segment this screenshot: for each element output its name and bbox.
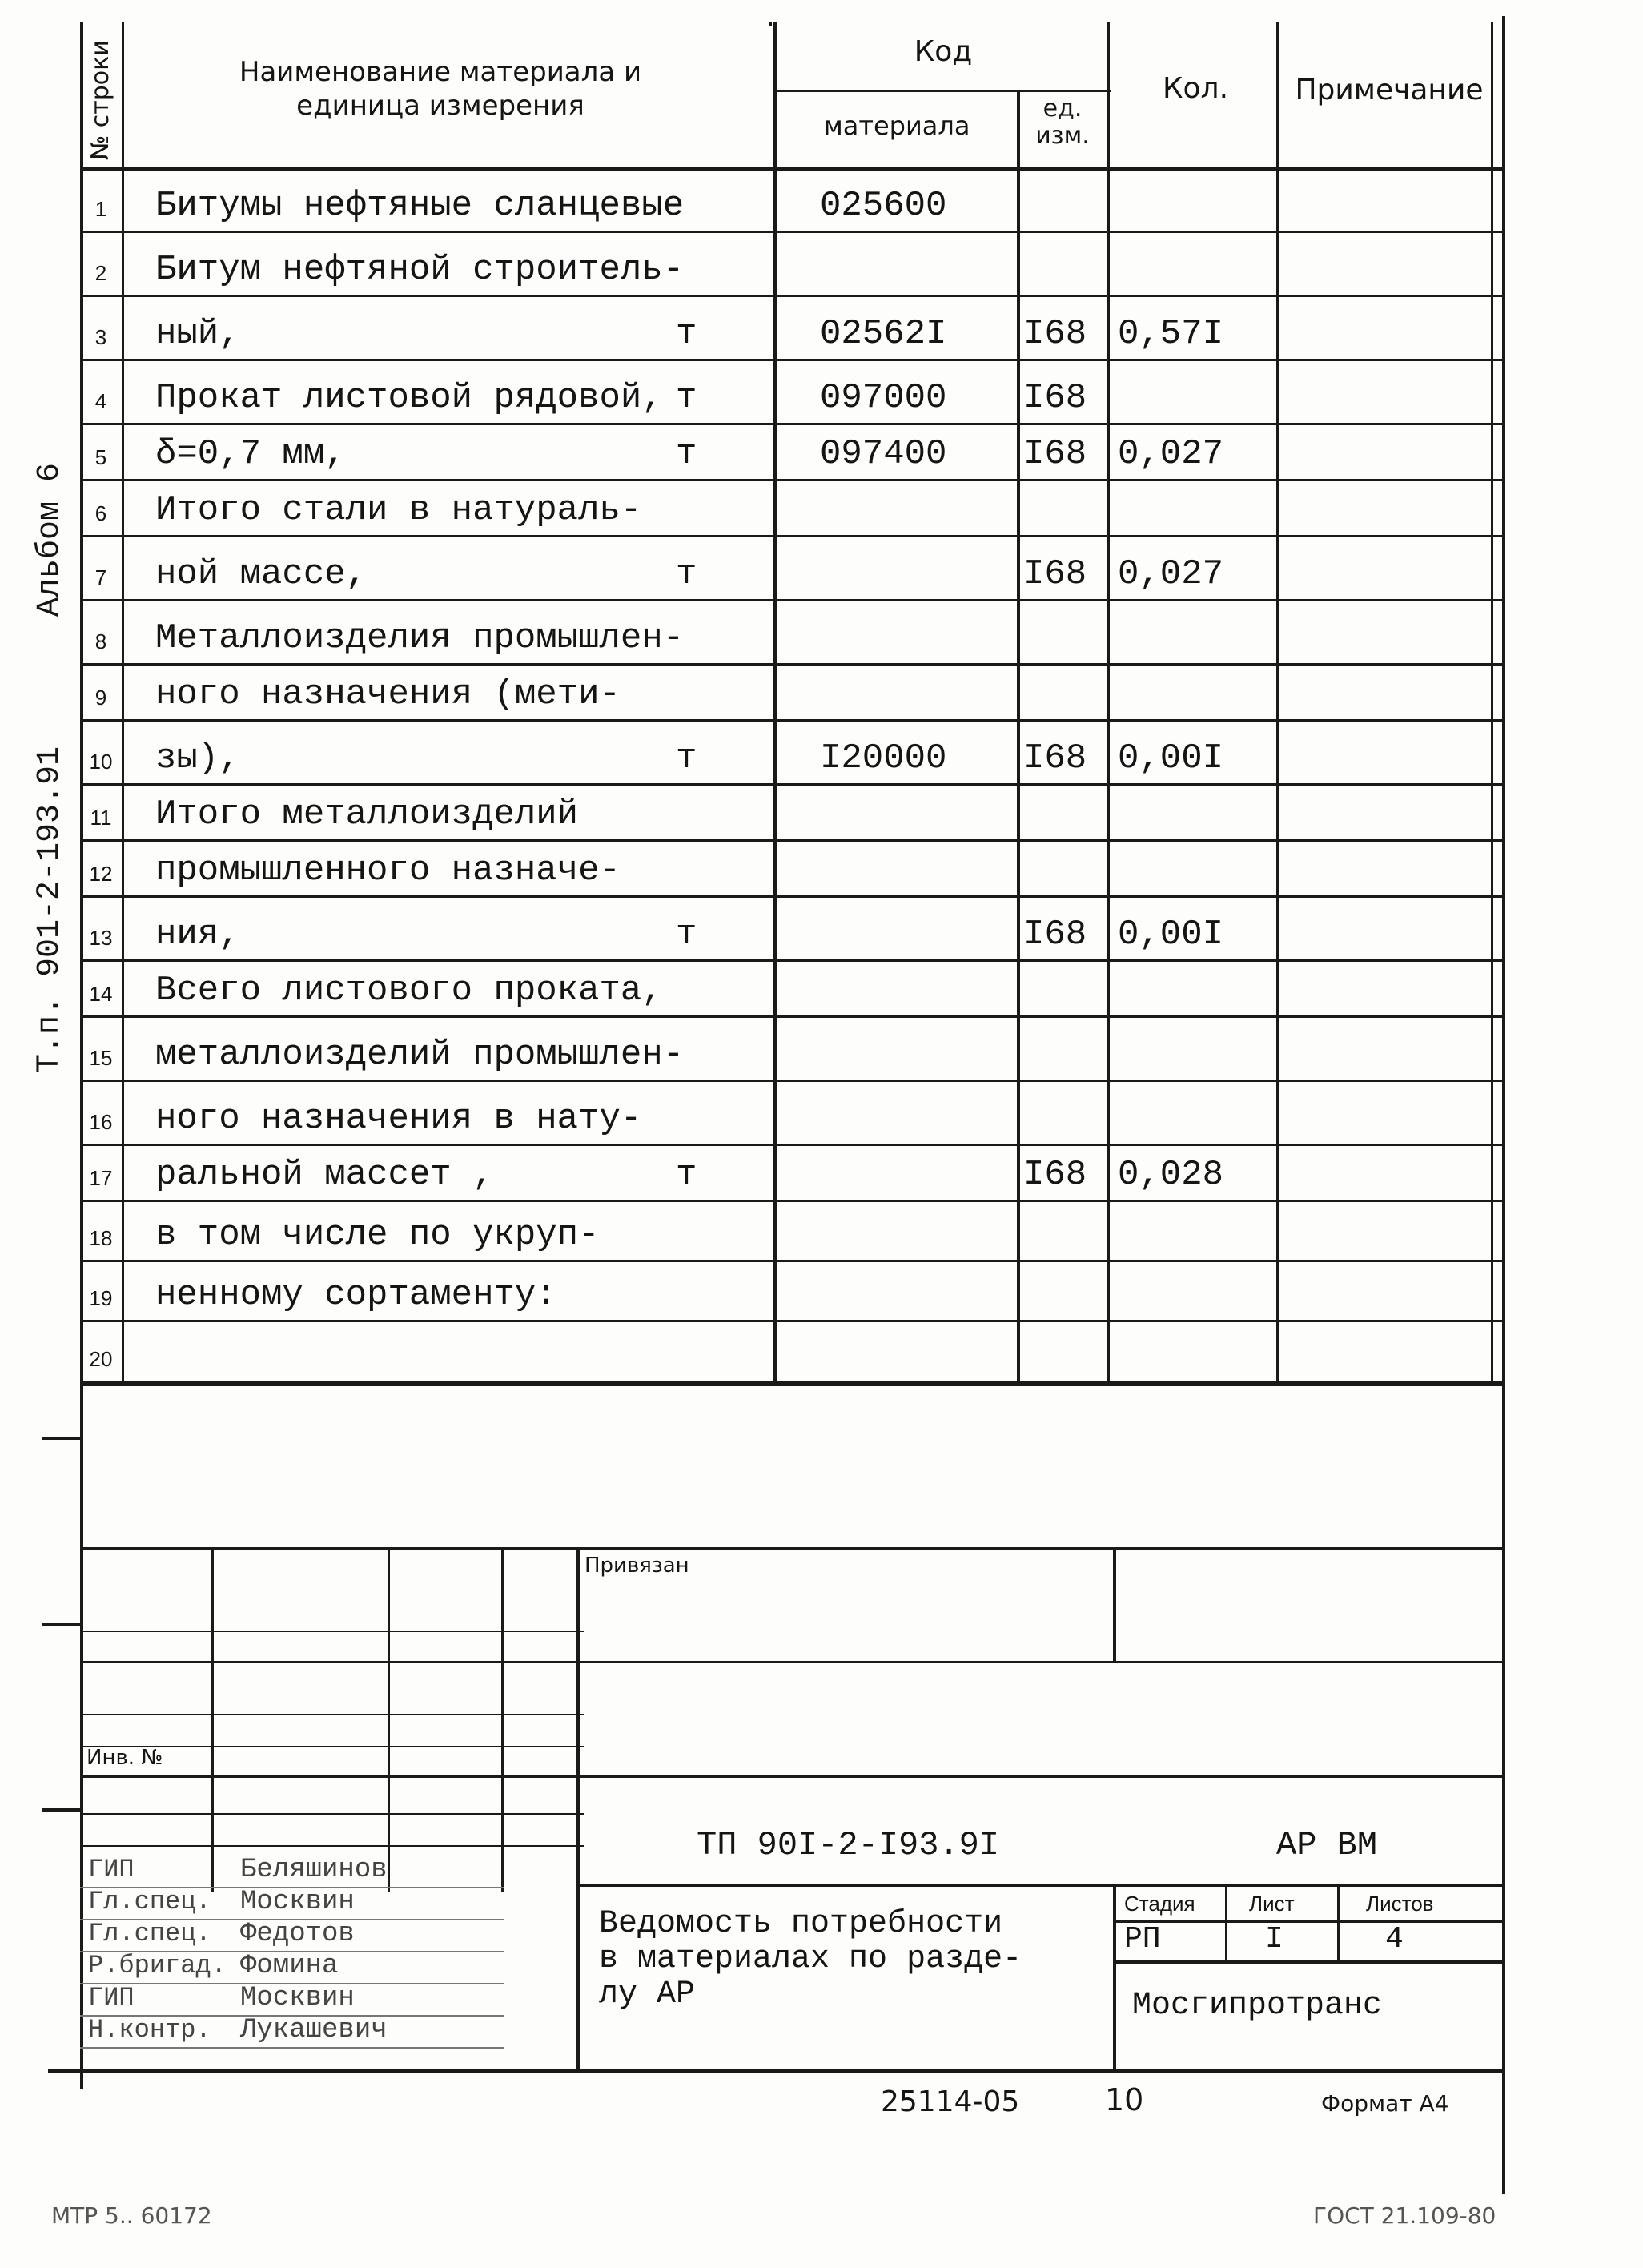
material-name: Прокат листовой рядовой, [155,378,663,418]
row-number: 16 [89,1110,113,1134]
quantity: 0,00I [1118,915,1224,955]
sheet-label: Лист [1249,1892,1295,1916]
row-number: 3 [94,325,107,349]
material-name: ный, [155,314,240,354]
footer-order: 25114-05 [881,2085,1020,2118]
frame-top [769,22,772,26]
margin-tick-1 [42,1437,80,1440]
stamp-v1 [211,1547,214,1892]
table-row [80,1017,1505,1081]
row-number: 1 [94,197,107,221]
quantity: 0,00I [1118,738,1224,778]
signer-role: Гл.спец. [88,1919,211,1948]
table-row [80,1261,1505,1321]
signer-role: Гл.спец. [88,1887,211,1916]
row-number: 9 [94,686,107,710]
sheets-value: 4 [1385,1922,1404,1956]
material-name: ной массе, [155,554,368,594]
material-code: 097400 [820,434,947,474]
unit-code: I68 [1023,434,1087,474]
header-qty: Кол. [1162,72,1229,105]
material-name: Итого стали в натураль- [155,490,642,530]
row-number: 2 [94,261,107,285]
row-number: 17 [89,1166,113,1190]
unit-code: I68 [1023,314,1087,354]
row-number: 7 [94,565,107,589]
quantity: 0,027 [1118,434,1224,474]
signer-name: Москвин [240,1887,355,1917]
unit-code: I68 [1023,915,1087,955]
stamp-inv-no: Инв. № [86,1746,163,1770]
material-unit-label: т [676,738,697,778]
material-unit-label: т [676,378,697,418]
material-code: 025600 [820,186,947,226]
footer-right: ГОСТ 21.109-80 [1313,2202,1496,2229]
material-name: металлоизделий промышлен- [155,1035,685,1075]
stamp-line-e [80,1775,1505,1778]
material-unit-label: т [676,554,697,594]
quantity: 0,027 [1118,554,1224,594]
table-row [80,296,1505,360]
stamp-top [80,1547,1505,1550]
stamp-v4 [576,1547,580,2073]
stamp-v8 [1337,1884,1340,1960]
doc-title-2: в материалах по разде- [599,1941,1022,1977]
row-number: 10 [89,750,113,774]
unit-code: I68 [1023,738,1087,778]
material-code: 097000 [820,378,947,418]
material-unit-label: т [676,434,697,474]
table-row [80,1145,1505,1201]
stamp-v2 [388,1547,390,1892]
stage-value: РП [1124,1922,1161,1956]
header-row-no: № строки [86,40,114,160]
table-row [80,601,1505,665]
side-album: Альбом 6 [32,462,68,617]
table-row [80,481,1505,537]
table-row [80,721,1505,785]
row-number: 20 [89,1347,113,1371]
signer-row-line [80,2047,504,2049]
signer-name: Фомина [240,1951,339,1981]
stamp-line-f [80,1813,584,1815]
stamp-line-b [80,1661,1505,1663]
stamp-v3 [501,1547,504,1892]
row-number: 5 [94,445,107,469]
stamp-line-g [80,1845,584,1847]
row-number: 12 [89,862,113,886]
material-name: зы), [155,738,240,778]
stamp-line-j [1113,1960,1505,1964]
header-unit-2: изм. [1035,122,1090,150]
header-line-code [775,90,1111,92]
stamp-line-a [80,1631,584,1632]
material-name: ного назначения (мети- [155,674,621,714]
header-code: Код [914,35,973,68]
material-name: δ=0,7 мм, [155,434,346,474]
row-number: 19 [89,1286,113,1310]
table-row [80,897,1505,961]
material-name: Всего листового проката, [155,971,663,1011]
unit-code: I68 [1023,1155,1087,1195]
material-name: ральной массет , [155,1155,494,1195]
table-bottom [80,1382,1505,1386]
material-code: 02562I [820,314,947,354]
table-row [80,360,1505,424]
signer-role: ГИП [88,1983,135,2013]
stamp-line-i [1113,1920,1505,1923]
table-row [80,665,1505,721]
table-row [80,841,1505,897]
table-row [80,1081,1505,1145]
stamp-bottom [48,2069,1505,2073]
header-material: материала [823,111,970,141]
margin-tick-3 [42,1808,80,1812]
material-name: ного назначения в нату- [155,1099,642,1139]
stage-label: Стадия [1124,1892,1195,1916]
header-note: Примечание [1295,74,1484,107]
material-name: Битумы нефтяные сланцевые [155,186,685,226]
row-number: 14 [89,982,113,1006]
material-name: промышленного назначе- [155,850,621,891]
footer-left: МТР 5.. 60172 [51,2202,212,2229]
table-row [80,537,1505,601]
sheet-value: I [1265,1922,1283,1956]
material-name: Битум нефтяной строитель- [155,250,685,290]
doc-title-1: Ведомость потребности [599,1906,1003,1942]
stamp-line-h [576,1884,1505,1887]
row-number: 11 [90,806,112,830]
signer-role: ГИП [88,1855,135,1884]
row-number: 13 [89,926,113,950]
unit-code: I68 [1023,378,1087,418]
stamp-v6 [1113,1884,1116,2073]
footer-page: 10 [1105,2082,1144,2117]
material-code: I20000 [820,738,947,778]
material-name: Итого металлоизделий [155,794,579,834]
table-row [80,424,1505,481]
material-unit-label: т [676,314,697,354]
quantity: 0,57I [1118,314,1224,354]
stamp-privyazan: Привязан [584,1554,689,1578]
row-number: 4 [94,389,107,413]
side-project: Т.п. 901-2-193.91 [32,746,68,1073]
signer-name: Москвин [240,1983,355,2013]
table-row [80,785,1505,841]
table-row [80,961,1505,1017]
signer-name: Лукашевич [240,2015,388,2045]
row-number: 6 [94,501,107,525]
material-name: Металлоизделия промышлен- [155,618,685,658]
material-unit-label: т [676,1155,697,1195]
signer-name: Федотов [240,1919,355,1949]
row-number: 18 [89,1226,113,1250]
material-name: ния, [155,915,240,955]
table-row [80,171,1505,232]
stamp-v7 [1225,1884,1227,1960]
doc-title-3: лу АР [599,1976,696,2013]
unit-code: I68 [1023,554,1087,594]
sheets-label: Листов [1366,1892,1434,1916]
quantity: 0,028 [1118,1155,1224,1195]
header-name-1: Наименование материала и [239,56,642,88]
header-unit-1: ед. [1042,94,1083,123]
signer-role: Р.бригад. [88,1951,227,1980]
row-number: 15 [89,1046,113,1070]
table-row [80,1321,1505,1382]
org-name: Мосгипротранс [1132,1988,1383,2024]
table-row [80,232,1505,296]
signer-role: Н.контр. [88,2015,211,2045]
header-name-2: единица измерения [296,90,584,122]
stamp-v5 [1113,1547,1116,1661]
material-name: ненному сортаменту: [155,1275,557,1315]
material-name: в том числе по укруп- [155,1215,600,1255]
doc-mark: АР ВМ [1276,1826,1378,1864]
stamp-line-c [80,1714,584,1715]
doc-code: ТП 90I-2-I93.9I [697,1826,1000,1864]
signer-name: Беляшинов [240,1855,388,1885]
footer-format: Формат А4 [1321,2090,1449,2117]
row-number: 8 [94,629,107,653]
material-unit-label: т [676,915,697,955]
table-row [80,1201,1505,1261]
margin-tick-2 [42,1623,80,1626]
